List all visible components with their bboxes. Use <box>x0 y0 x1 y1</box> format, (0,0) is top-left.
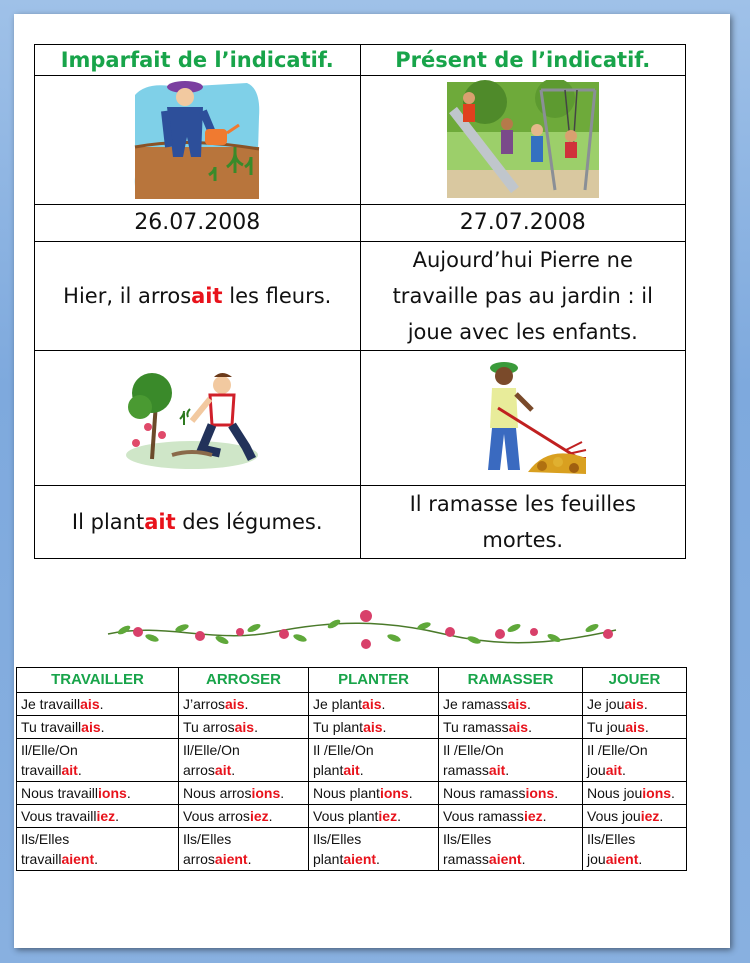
verb-stem: jou <box>587 762 606 778</box>
conjugation-cell <box>17 739 179 782</box>
verb-ending: ais <box>234 719 255 735</box>
punctuation: . <box>268 808 273 824</box>
conjugation-cell <box>583 805 687 828</box>
verb-ending: ais <box>80 696 100 712</box>
punctuation: . <box>644 719 649 735</box>
conjugation-cell <box>17 782 179 805</box>
verb-stem: jou <box>587 851 606 867</box>
verb-ending: ais <box>81 719 101 735</box>
punctuation: . <box>359 762 364 778</box>
conjugation-cell <box>309 693 439 716</box>
punctuation: . <box>554 785 559 801</box>
verb-ending: ait <box>214 762 232 778</box>
verb-stem: travaill <box>21 851 62 867</box>
verb-stem: Vous plant <box>313 808 379 824</box>
verb-ending: iez <box>640 808 660 824</box>
punctuation: . <box>100 719 105 735</box>
verb-ending: aient <box>605 851 639 867</box>
sentence-text: les fleurs. <box>222 284 332 308</box>
conjugation-row <box>17 739 687 782</box>
verb-stem: Nous arros <box>183 785 252 801</box>
conjugation-row <box>17 693 687 716</box>
verb-ending: aient <box>343 851 377 867</box>
punctuation: . <box>382 719 387 735</box>
punctuation: . <box>99 696 104 712</box>
verb-ending: ait <box>488 762 506 778</box>
punctuation: . <box>528 719 532 735</box>
verb-stem: Tu ramass <box>443 719 509 735</box>
punctuation: . <box>397 808 401 824</box>
pronoun: Il/Elle/On <box>21 742 78 758</box>
conjugation-row <box>17 805 687 828</box>
verb-ending: aient <box>214 851 248 867</box>
conjugation-header-row <box>17 668 687 693</box>
verb-stem: arros <box>183 851 215 867</box>
punctuation: . <box>376 851 380 867</box>
verb-ending: ais <box>507 696 528 712</box>
punctuation: . <box>542 808 547 824</box>
verb-ending: ait <box>343 762 360 778</box>
punctuation: . <box>126 785 131 801</box>
conjugation-cell <box>583 716 687 739</box>
sentence-text: Hier, il arros <box>63 284 192 308</box>
pronoun: Il /Elle/On <box>443 742 504 758</box>
verb-stem: J’arros <box>183 696 226 712</box>
conjugation-cell <box>583 782 687 805</box>
pronoun: Il/Elle/On <box>183 742 240 758</box>
man-planting-image <box>35 351 361 486</box>
sentence-imparfait-1 <box>35 242 361 351</box>
verb-ending: iez <box>378 808 398 824</box>
verb-ending: ais <box>624 696 644 712</box>
verb-ending: ions <box>98 785 127 801</box>
verb-ending: ais <box>625 719 645 735</box>
playground-image <box>360 76 686 205</box>
verb-ending: aient <box>488 851 522 867</box>
verb-header: JOUER <box>583 668 687 693</box>
verb-stem: Tu arros <box>183 719 235 735</box>
punctuation: . <box>638 851 643 867</box>
verb-stem: Nous ramass <box>443 785 526 801</box>
verb-ending: ait <box>191 284 223 308</box>
conjugation-cell <box>439 716 583 739</box>
header-present: Présent de l’indicatif. <box>360 45 686 76</box>
verb-ending: iez <box>249 808 269 824</box>
verb-ending: ais <box>225 696 245 712</box>
verb-ending: ions <box>251 785 281 801</box>
punctuation: . <box>381 696 386 712</box>
conjugation-row <box>17 782 687 805</box>
punctuation: . <box>643 696 648 712</box>
pronoun: Il /Elle/On <box>313 742 374 758</box>
conjugation-cell <box>439 805 583 828</box>
punctuation: . <box>408 785 413 801</box>
verb-ending: ions <box>379 785 409 801</box>
verb-stem: Je plant <box>313 696 363 712</box>
verb-ending: ions <box>525 785 555 801</box>
gardener-watering-image <box>35 76 361 205</box>
punctuation: . <box>280 785 285 801</box>
conjugation-table <box>16 667 687 871</box>
verb-stem: travaill <box>21 762 62 778</box>
verb-stem: Je travaill <box>21 696 81 712</box>
verb-stem: ramass <box>443 762 489 778</box>
verb-stem: Vous ramass <box>443 808 524 824</box>
punctuation: . <box>505 762 510 778</box>
tense-comparison-table <box>34 44 686 559</box>
verb-stem: Je jou <box>587 696 625 712</box>
sentence-imparfait-2 <box>35 486 361 559</box>
conjugation-row <box>17 716 687 739</box>
punctuation: . <box>254 719 258 735</box>
conjugation-cell <box>179 805 309 828</box>
conjugation-cell <box>439 782 583 805</box>
conjugation-cell <box>439 739 583 782</box>
conjugation-cell <box>17 716 179 739</box>
verb-ending: ais <box>508 719 529 735</box>
woman-raking-image <box>360 351 686 486</box>
pronoun: Ils/Elles <box>313 831 362 847</box>
verb-ending: ait <box>605 762 623 778</box>
conjugation-cell <box>309 782 439 805</box>
verb-ending: ait <box>144 510 176 534</box>
conjugation-cell <box>179 782 309 805</box>
verb-ending: ions <box>642 785 672 801</box>
verb-stem: Tu travaill <box>21 719 82 735</box>
punctuation: . <box>521 851 526 867</box>
conjugation-cell <box>309 805 439 828</box>
pronoun: Il /Elle/On <box>587 742 648 758</box>
punctuation: . <box>231 762 236 778</box>
verb-stem: Vous arros <box>183 808 250 824</box>
verb-header: ARROSER <box>179 668 309 693</box>
conjugation-cell <box>583 828 687 871</box>
verb-header: TRAVAILLER <box>17 668 179 693</box>
verb-stem: plant <box>313 851 344 867</box>
conjugation-cell <box>439 828 583 871</box>
conjugation-cell <box>179 828 309 871</box>
header-imparfait: Imparfait de l’indicatif. <box>35 45 361 76</box>
pronoun: Ils/Elles <box>183 831 232 847</box>
conjugation-cell <box>17 693 179 716</box>
conjugation-cell <box>583 739 687 782</box>
verb-ending: iez <box>96 808 116 824</box>
conjugation-cell <box>179 693 309 716</box>
date-left: 26.07.2008 <box>35 205 361 242</box>
verb-stem: Nous travaill <box>21 785 99 801</box>
verb-ending: ait <box>61 762 78 778</box>
punctuation: . <box>94 851 99 867</box>
conjugation-cell <box>179 716 309 739</box>
verb-ending: iez <box>523 808 543 824</box>
sentence-text: des légumes. <box>175 510 323 534</box>
rose-garland-divider <box>104 604 620 656</box>
verb-ending: ais <box>362 696 382 712</box>
pronoun: Ils/Elles <box>587 831 636 847</box>
punctuation: . <box>244 696 249 712</box>
punctuation: . <box>77 762 82 778</box>
verb-stem: plant <box>313 762 344 778</box>
verb-header: PLANTER <box>309 668 439 693</box>
verb-header: RAMASSER <box>439 668 583 693</box>
verb-stem: ramass <box>443 851 489 867</box>
sentence-present-1: Aujourd’hui Pierre ne travaille pas au jardin : il joue avec les enfants. <box>360 242 686 351</box>
sentence-text: Il plant <box>71 510 145 534</box>
verb-stem: Vous travaill <box>21 808 97 824</box>
conjugation-cell <box>179 739 309 782</box>
conjugation-cell <box>583 693 687 716</box>
verb-stem: Tu jou <box>587 719 626 735</box>
conjugation-row <box>17 828 687 871</box>
conjugation-cell <box>17 828 179 871</box>
conjugation-cell <box>17 805 179 828</box>
verb-stem: Nous jou <box>587 785 643 801</box>
verb-stem: Tu plant <box>313 719 364 735</box>
punctuation: . <box>622 762 626 778</box>
verb-stem: Je ramass <box>443 696 508 712</box>
verb-stem: arros <box>183 762 215 778</box>
verb-stem: Vous jou <box>587 808 641 824</box>
punctuation: . <box>247 851 252 867</box>
conjugation-cell <box>309 739 439 782</box>
punctuation: . <box>115 808 120 824</box>
pronoun: Ils/Elles <box>21 831 70 847</box>
conjugation-body <box>17 693 687 871</box>
date-right: 27.07.2008 <box>360 205 686 242</box>
verb-ending: aient <box>61 851 95 867</box>
sentence-present-2: Il ramasse les feuilles mortes. <box>360 486 686 559</box>
punctuation: . <box>527 696 531 712</box>
punctuation: . <box>659 808 664 824</box>
punctuation: . <box>671 785 675 801</box>
verb-ending: ais <box>363 719 383 735</box>
conjugation-cell <box>309 828 439 871</box>
conjugation-cell <box>309 716 439 739</box>
pronoun: Ils/Elles <box>443 831 492 847</box>
conjugation-cell <box>439 693 583 716</box>
verb-stem: Nous plant <box>313 785 380 801</box>
